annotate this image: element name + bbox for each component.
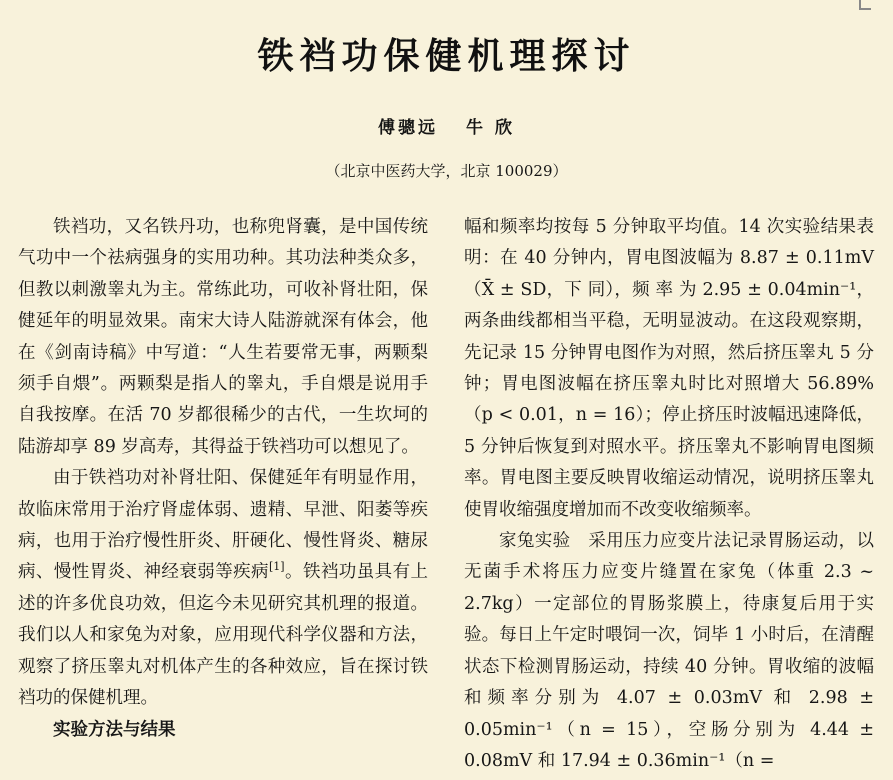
- right-column: [464, 212, 874, 777]
- author-line: [0, 113, 893, 138]
- affiliation: （北京中医药大学，北京 100029）: [325, 162, 568, 180]
- paper-title: 铁裆功保健机理探讨: [257, 36, 636, 77]
- citation-ref: [1]: [269, 560, 285, 574]
- corner-mark: [859, 0, 871, 10]
- intro-paragraph-2: [18, 463, 428, 714]
- rabbit-experiment-paragraph: 家兔实验 采用压力应变片法记录胃肠运动，以无菌手术将压力应变片缝置在家兔（体重 2.3 ~ 2.7kg）一定部位的胃肠浆膜上，待康复后用于实验。每日上午定时喂饲一次，饲毕 1 小时后，在清醒状态下检测胃肠运动，持续 40 分钟。胃收缩的波幅和频率分别为 4.07 ± 0.03mV 和 2.98 ± 0.05min⁻¹（n = 15），空肠分别为 4.44 ± 0.08mV 和 17.94 ± 0.36min⁻¹（n =: [464, 531, 874, 771]
- intro-paragraph-2-text: 由于铁裆功对补肾壮阳、保健延年有明显作用，故临床常用于治疗肾虚体弱、遗精、早泄、阳萎等疾病，也用于治疗慢性肝炎、肝硬化、慢性肾炎、糖尿病、慢性胃炎、神经衰弱等疾病: [18, 468, 428, 583]
- section-heading: 实验方法与结果: [53, 719, 176, 740]
- author-2: 牛 欣: [466, 118, 515, 138]
- left-column: [18, 212, 428, 746]
- intro-paragraph-2-rest: 。铁裆功虽具有上述的许多优良功效，但迄今未见研究其机理的报道。我们以人和家兔为对象，应用现代科学仪器和方法，观察了挤压睾丸对机体产生的各种效应，旨在探讨铁裆功的保健机理。: [18, 562, 429, 709]
- results-paragraph-1: 幅和频率均按每 5 分钟取平均值。14 次实验结果表明：在 40 分钟内，胃电图波幅为 8.87 ± 0.11mV（X̄ ± SD，下 同），频 率 为 2.95 ± 0.04min⁻¹，两条曲线都相当平稳，无明显波动。在这段观察期，先记录 15 分钟胃电图作为对照，然后挤压睾丸 5 分钟；胃电图波幅在挤压睾丸时比对照增大 56.89%（p < 0.01，n = 16）；停止挤压时波幅迅速降低，5 分钟后恢复到对照水平。挤压睾丸不影响胃电图频率。胃电图主要反映胃收缩运动情况，说明挤压睾丸使胃收缩强度增加而不改变收缩频率。: [464, 217, 874, 520]
- intro-paragraph-1: 铁裆功，又名铁丹功，也称兜肾囊，是中国传统气功中一个祛病强身的实用功种。其功法种类众多，但教以刺激睾丸为主。常练此功，可收补肾壮阳，保健延年的明显效果。南宋大诗人陆游就深有体会，他在《剑南诗稿》中写道：“人生若要常无事，两颗梨须手自煨”。两颗梨是指人的睾丸，手自煨是说用手自我按摩。在活 70 岁都很稀少的古代，一生坎坷的陆游却享 89 岁高寿，其得益于铁裆功可以想见了。: [18, 217, 428, 457]
- author-1: 傅骢远: [378, 118, 439, 138]
